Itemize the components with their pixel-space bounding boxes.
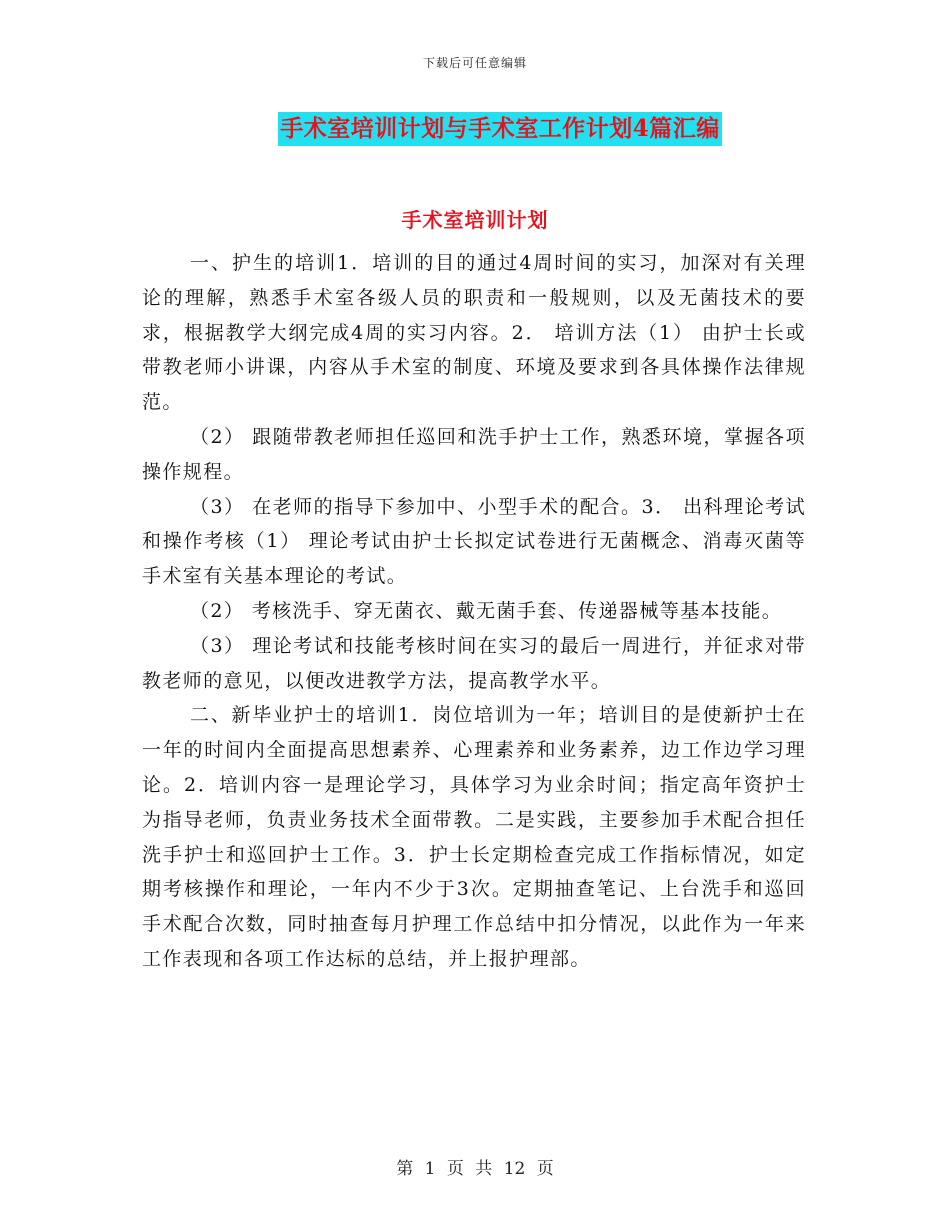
section-title: 手术室培训计划 xyxy=(401,208,549,232)
paragraph-6: 二、新毕业护士的培训1．岗位培训为一年；培训目的是使新护士在一年的时间内全面提高思想素养、心理素养和业务素养，边工作边学习理论。2．培训内容一是理论学习，具体学习为业余时间；指定高年资护士为指导老师，负责业务技术全面带教。二是实践，主要参加手术配合担任洗手护士和巡回护士工作。3．护士长定期检查完成工作指标情况，如定期考核操作和理论，一年内不少于3次。定期抽查笔记、上台洗手和巡回手术配合次数，同时抽查每月护理工作总结中扣分情况，以此作为一年来工作表现和各项工作达标的总结，并上报护理部。 xyxy=(142,704,806,970)
document-title-container xyxy=(0,112,950,146)
paragraph-5: （3） 理论考试和技能考核时间在实习的最后一周进行，并征求对带教老师的意见，以便改进教学方法，提高教学水平。 xyxy=(142,634,806,692)
document-body xyxy=(142,246,806,977)
header-note: 下载后可任意编辑 xyxy=(422,56,527,70)
paragraph-4: （2） 考核洗手、穿无菌衣、戴无菌手套、传递器械等基本技能。 xyxy=(190,599,783,622)
document-title: 手术室培训计划与手术室工作计划4篇汇编 xyxy=(278,112,722,146)
page-number-footer: 第 1 页 共 12 页 xyxy=(396,1159,554,1179)
paragraph-2: （2） 跟随带教老师担任巡回和洗手护士工作，熟悉环境，掌握各项操作规程。 xyxy=(142,425,806,483)
paragraph-1: 一、护生的培训1．培训的目的通过4周时间的实习，加深对有关理论的理解，熟悉手术室各级人员的职责和一般规则，以及无菌技术的要求，根据教学大纲完成4周的实习内容。2． 培训方法（1） 由护士长或带教老师小讲课，内容从手术室的制度、环境及要求到各具体操作法律规范。 xyxy=(142,252,806,414)
paragraph-3: （3） 在老师的指导下参加中、小型手术的配合。3． 出科理论考试和操作考核（1） 理论考试由护士长拟定试卷进行无菌概念、消毒灭菌等手术室有关基本理论的考试。 xyxy=(142,495,806,588)
